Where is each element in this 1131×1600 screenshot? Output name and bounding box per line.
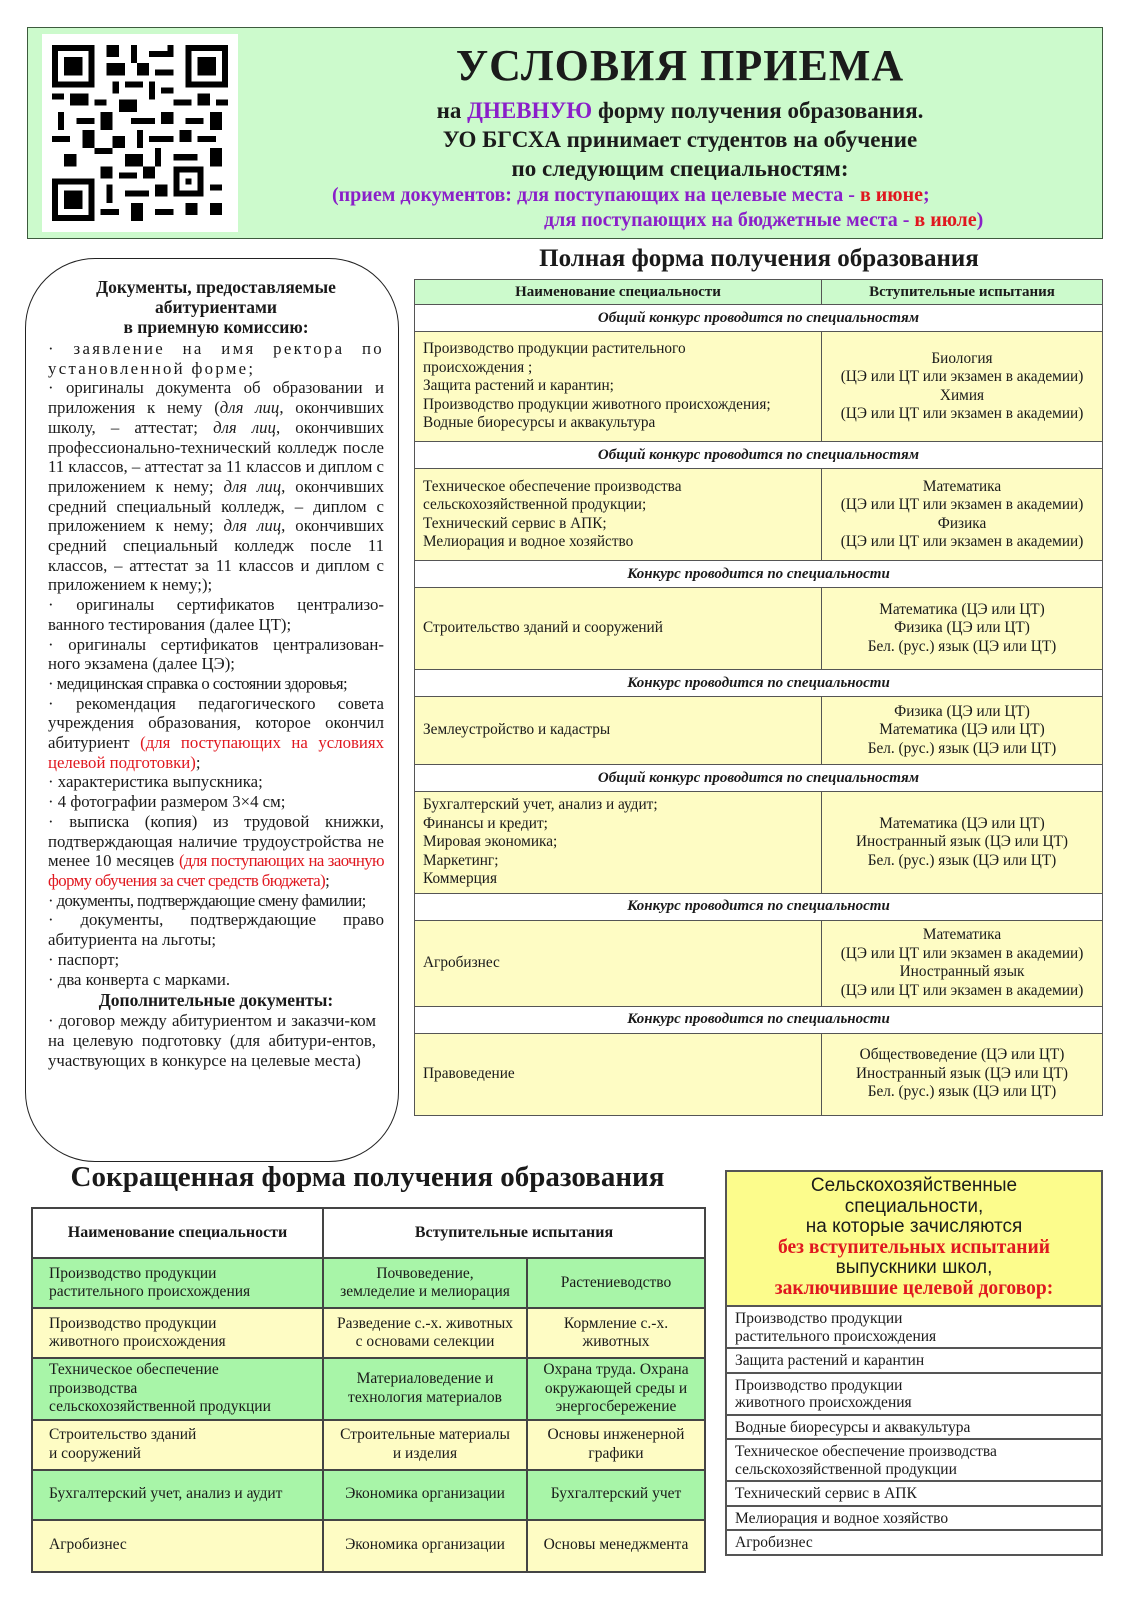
no-exam-header	[727, 1172, 1101, 1307]
text-line: Математика	[922, 926, 1002, 943]
text-line: Физика	[937, 514, 987, 532]
no-exam-line: на которые зачисляются	[805, 1216, 1023, 1237]
short-form-body	[32, 1258, 705, 1572]
document-item	[48, 378, 384, 595]
italic-text: для лиц	[219, 398, 280, 418]
header-banner	[27, 27, 1103, 239]
specialty-cell	[415, 792, 822, 894]
text-line: (ЦЭ или ЦТ или экзамен в академии)	[840, 981, 1084, 999]
qr-code-graphic	[52, 44, 228, 222]
text-line: Экономика организации	[345, 1536, 505, 1554]
header-line-2: УО БГСХА принимает студентов на обучение	[442, 127, 918, 152]
text-line: Техническое обеспечение производства	[49, 1361, 219, 1397]
text-line: Водные биоресурсы и аквакультура	[735, 1418, 971, 1436]
exams-cell	[822, 920, 1103, 1006]
text-line: растительного происхождения	[735, 1327, 937, 1345]
table-header-row	[32, 1208, 705, 1258]
document-item: · оригиналы сертификатов централизо-ванного тестирования (далее ЦТ);	[48, 595, 384, 634]
text-line: Технический сервис в АПК;	[423, 514, 607, 532]
exams-cell	[822, 588, 1103, 670]
exams-cell	[822, 697, 1103, 765]
daytime-highlight: ДНЕВНУЮ	[467, 98, 593, 123]
text-line: Агробизнес	[49, 1536, 127, 1554]
text-line: Иностранный язык (ЦЭ или ЦТ)	[855, 1064, 1068, 1082]
text-line: Бухгалтерский учет, анализ и аудит;	[423, 796, 658, 813]
text-line: Экономика организации	[345, 1485, 505, 1503]
no-exam-line: Сельскохозяйственные	[810, 1175, 1018, 1196]
text-line: Основы инженерной	[547, 1426, 685, 1443]
text-line: животного происхождения	[49, 1333, 226, 1350]
table-row	[32, 1470, 705, 1520]
text-line: Кормление с.-х.	[563, 1314, 669, 1332]
text-line: сельскохозяйственной продукции	[49, 1398, 271, 1415]
note-2-post: )	[976, 209, 984, 231]
text-line: Обществоведение (ЦЭ или ЦТ)	[859, 1046, 1065, 1064]
no-exam-specialty	[727, 1372, 1101, 1414]
exam-2-cell	[527, 1308, 705, 1358]
text-line: Производство продукции	[49, 1264, 217, 1282]
group-label-row	[415, 765, 1103, 792]
no-exam-specialty	[727, 1529, 1101, 1554]
no-exam-specialty	[727, 1438, 1101, 1480]
column-header-exams: Вступительные испытания	[822, 280, 1103, 305]
text-line: растительного происхождения	[49, 1283, 251, 1300]
text-line: Почвоведение,	[376, 1264, 474, 1282]
specialty-cell	[32, 1258, 323, 1308]
italic-text: для лиц	[223, 476, 282, 496]
text-line: Производство продукции	[49, 1314, 217, 1332]
group-label-row	[415, 305, 1103, 332]
text-line: Техническое обеспечение производства	[423, 477, 682, 495]
text-line: Математика (ЦЭ или ЦТ)	[879, 721, 1045, 739]
text-line: Мелиорация и водное хозяйство	[423, 533, 634, 550]
text: , окончивших средний специальный колледж после 11 классов, – аттестат за 11 классов и диплом с приложением к нему;);	[48, 516, 384, 595]
text-line: Производство продукции растительного	[423, 340, 686, 358]
full-form-body	[415, 305, 1103, 1116]
exam-2-cell	[527, 1520, 705, 1572]
specialty-cell	[415, 332, 822, 442]
additional-documents-title: Дополнительные документы:	[98, 990, 334, 1011]
text-line: Технический сервис в АПК	[735, 1485, 917, 1502]
specialty-cell	[415, 697, 822, 765]
header-line-1	[268, 96, 1092, 125]
table-header-row	[415, 280, 1103, 305]
document-item: · документы, подтверждающие смену фамилии;	[48, 890, 366, 910]
text-line: и изделия	[392, 1444, 458, 1462]
exam-1-cell	[323, 1470, 527, 1520]
text-line: Коммерция	[423, 870, 498, 887]
text-line: животных	[582, 1333, 650, 1350]
text-line: (ЦЭ или ЦТ или экзамен в академии)	[840, 944, 1084, 962]
documents-title	[48, 277, 384, 337]
no-exam-highlight: без вступительных испытаний	[777, 1236, 1051, 1258]
exams-cell	[822, 792, 1103, 894]
text: ;	[325, 870, 330, 890]
column-header-specialty: Наименование специальности	[32, 1208, 323, 1258]
note-1-post: ;	[922, 184, 930, 206]
documents-title-line: абитуриентами	[155, 297, 277, 317]
group-label: Конкурс проводится по специальности	[415, 1006, 1103, 1033]
text-line: Финансы и кредит;	[423, 814, 548, 832]
document-item: · заявление на имя ректора по установленной форме;	[48, 339, 384, 378]
text-line: Мелиорация и водное хозяйство	[735, 1509, 949, 1527]
text-line: (ЦЭ или ЦТ или экзамен в академии)	[840, 533, 1084, 550]
text-line: Математика (ЦЭ или ЦТ)	[879, 600, 1045, 618]
july-highlight: в июле	[914, 209, 977, 231]
text-line: Растениеводство	[560, 1273, 672, 1291]
red-note: (для поступающих на заочную форму обучения за счет средств бюджета)	[48, 851, 384, 890]
group-label-row	[415, 893, 1103, 920]
group-label: Общий конкурс проводится по специальностям	[415, 305, 1103, 332]
exams-cell	[822, 469, 1103, 561]
group-label: Конкурс проводится по специальности	[415, 561, 1103, 588]
no-exam-specialty	[727, 1307, 1101, 1347]
group-label-row	[415, 670, 1103, 697]
text-line: происхождения ;	[423, 358, 533, 376]
text-line: (ЦЭ или ЦТ или экзамен в академии)	[840, 405, 1084, 422]
exam-1-cell	[323, 1420, 527, 1470]
document-item	[48, 812, 384, 891]
text-line: Бухгалтерский учет, анализ и аудит	[49, 1485, 283, 1503]
header-text	[268, 36, 1092, 233]
text-line: Водные биоресурсы и аквакультура	[423, 414, 656, 432]
text-line: Материаловедение и	[356, 1370, 494, 1388]
table-row	[32, 1358, 705, 1420]
group-label: Общий конкурс проводится по специальностям	[415, 442, 1103, 469]
text-line: Математика	[922, 477, 1002, 495]
specialty-cell	[32, 1358, 323, 1420]
documents-title-line: в приемную комиссию:	[123, 317, 309, 337]
short-form-table	[31, 1207, 706, 1573]
italic-text: для лиц	[213, 417, 276, 437]
table-row	[415, 1033, 1103, 1115]
no-exam-specialty	[727, 1505, 1101, 1530]
text-line: технология материалов	[348, 1388, 502, 1406]
exams-cell	[822, 1033, 1103, 1115]
specialty-cell	[32, 1520, 323, 1572]
text-line: Бел. (рус.) язык (ЦЭ или ЦТ)	[867, 637, 1057, 655]
june-highlight: в июне	[859, 184, 923, 206]
exam-1-cell	[323, 1258, 527, 1308]
text-line: Мировая экономика;	[423, 833, 558, 850]
text-line: Производство продукции	[735, 1376, 903, 1394]
specialty-cell	[415, 588, 822, 670]
exam-1-cell	[323, 1358, 527, 1420]
no-exam-specialty	[727, 1414, 1101, 1439]
red-note: (для поступающих на условиях целевой подготовки)	[48, 733, 384, 772]
table-row	[415, 920, 1103, 1006]
text-line: Биология	[931, 349, 993, 367]
text-line: окружающей среды и	[544, 1379, 688, 1397]
document-item: · характеристика выпускника;	[48, 772, 263, 792]
text-line: Основы менеджмента	[543, 1536, 689, 1554]
text-line: Землеустройство и кадастры	[423, 721, 611, 739]
header-line-1-post: форму получения образования.	[592, 98, 924, 123]
table-row	[32, 1520, 705, 1572]
table-row	[415, 588, 1103, 670]
page-title: УСЛОВИЯ ПРИЕМА	[455, 41, 905, 90]
text-line: Агробизнес	[423, 953, 500, 971]
note-1-pre: (прием документов: для поступающих на целевые места -	[332, 184, 860, 206]
text-line: Агробизнес	[735, 1534, 813, 1551]
text-line: Бел. (рус.) язык (ЦЭ или ЦТ)	[867, 739, 1057, 757]
text-line: Бел. (рус.) язык (ЦЭ или ЦТ)	[867, 1083, 1057, 1101]
additional-document-item: · договор между абитуриентом и заказчи-ком на целевую подготовку (для абитури-ентов, участвующих в конкурсе на целевые места)	[48, 1011, 376, 1070]
text-line: (ЦЭ или ЦТ или экзамен в академии)	[840, 496, 1084, 513]
note-2-pre: для поступающих на бюджетные места -	[544, 209, 915, 231]
text-line: Бел. (рус.) язык (ЦЭ или ЦТ)	[867, 851, 1057, 869]
text: · рекомендация педагогического совета учреждения образования, которое окончил абитуриент	[48, 693, 384, 753]
specialty-cell	[415, 469, 822, 561]
document-item: · два конверта с марками.	[48, 969, 231, 989]
text-line: Математика (ЦЭ или ЦТ)	[879, 814, 1045, 832]
specialty-cell	[415, 920, 822, 1006]
text-line: Иностранный язык	[899, 963, 1025, 980]
document-item: · паспорт;	[48, 949, 120, 969]
text-line: Физика (ЦЭ или ЦТ)	[894, 619, 1030, 637]
exam-2-cell	[527, 1358, 705, 1420]
document-item: · документы, подтверждающие право абитуриента на льготы;	[48, 910, 384, 950]
text-line: Бухгалтерский учет	[550, 1485, 682, 1503]
text-line: и сооружений	[49, 1444, 141, 1462]
text-line: сельскохозяйственной продукции	[735, 1460, 957, 1478]
table-row	[415, 697, 1103, 765]
no-exam-highlight: заключившие целевой договор:	[774, 1277, 1054, 1299]
specialty-cell	[32, 1308, 323, 1358]
header-line-3: по следующим специальностям:	[511, 156, 849, 181]
text-line: Правоведение	[423, 1064, 515, 1082]
text-line: (ЦЭ или ЦТ или экзамен в академии)	[840, 368, 1084, 385]
group-label: Конкурс проводится по специальности	[415, 670, 1103, 697]
text-line: Техническое обеспечение производства	[735, 1443, 997, 1460]
short-form-title: Сокращенная форма получения образования	[70, 1161, 665, 1193]
document-item: · медицинская справка о состоянии здоровья;	[48, 673, 348, 693]
text-line: графики	[588, 1444, 644, 1462]
text-line: Физика (ЦЭ или ЦТ)	[894, 702, 1030, 720]
text-line: Маркетинг;	[423, 851, 499, 869]
exam-2-cell	[527, 1258, 705, 1308]
text: , окончивших средний специальный колледж, – диплом с приложением к нему;	[48, 476, 384, 536]
text-line: Охрана труда. Охрана	[543, 1361, 689, 1378]
group-label: Конкурс проводится по специальности	[415, 893, 1103, 920]
header-note-2	[268, 208, 1092, 233]
text-line: энергосбережение	[555, 1398, 677, 1415]
no-exam-specialty	[727, 1347, 1101, 1372]
header-note-1	[268, 183, 1092, 208]
table-row	[32, 1308, 705, 1358]
exam-1-cell	[323, 1520, 527, 1572]
group-label-row	[415, 442, 1103, 469]
no-exam-box	[725, 1170, 1103, 1556]
text-line: с основами селекции	[355, 1333, 495, 1350]
group-label-row	[415, 561, 1103, 588]
specialty-cell	[32, 1420, 323, 1470]
no-exam-line: выпускники школ,	[835, 1257, 993, 1278]
specialty-cell	[415, 1033, 822, 1115]
italic-text: для лиц	[223, 516, 282, 536]
text-line: Защита растений и карантин	[735, 1352, 925, 1369]
text-line: Строительство зданий	[49, 1426, 197, 1443]
text-line: Химия	[939, 386, 985, 404]
group-label-row	[415, 1006, 1103, 1033]
document-item: · 4 фотографии размером 3×4 см;	[48, 792, 286, 812]
text: , окончивших профессионально-технический колледж после 11 классов, – аттестат за 11 классов и диплом с приложением к нему;	[48, 417, 385, 496]
documents-panel	[25, 258, 399, 1162]
specialty-cell	[32, 1470, 323, 1520]
text-line: Строительные материалы	[340, 1426, 510, 1443]
text: · оригиналы документа об образовании и приложения к нему (	[48, 378, 384, 418]
text-line: Разведение с.-х. животных	[336, 1314, 514, 1332]
full-form-table	[414, 279, 1103, 1116]
document-item: · оригиналы сертификатов централизован-ного экзамена (далее ЦЭ);	[48, 634, 384, 674]
text-line: животного происхождения	[735, 1394, 912, 1411]
no-exam-specialty	[727, 1480, 1101, 1505]
table-row	[32, 1420, 705, 1470]
table-row	[415, 332, 1103, 442]
text: · выписка (копия) из трудовой книжки, подтверждающая наличие трудоустройства не менее 10 месяцев	[48, 811, 384, 871]
qr-code-icon[interactable]	[42, 34, 238, 232]
exam-2-cell	[527, 1420, 705, 1470]
text: ;	[195, 752, 201, 772]
text-line: Производство продукции	[735, 1310, 903, 1327]
text-line: Иностранный язык (ЦЭ или ЦТ)	[855, 833, 1068, 850]
text-line: земледелие и мелиорация	[340, 1283, 510, 1300]
exam-1-cell	[323, 1308, 527, 1358]
no-exam-line: специальности,	[844, 1195, 984, 1217]
table-row	[415, 792, 1103, 894]
header-line-1-pre: на	[436, 98, 468, 123]
exams-cell	[822, 332, 1103, 442]
text: , окончивших школу, – аттестат;	[48, 398, 385, 437]
group-label: Общий конкурс проводится по специальностям	[415, 765, 1103, 792]
document-item	[48, 694, 384, 773]
text-line: Производство продукции животного происхождения;	[423, 395, 771, 413]
text-line: Защита растений и карантин;	[423, 377, 614, 395]
table-row	[415, 469, 1103, 561]
documents-title-line: Документы, предоставляемые	[96, 277, 336, 297]
column-header-exams: Вступительные испытания	[323, 1208, 705, 1258]
column-header-specialty: Наименование специальности	[415, 280, 822, 305]
no-exam-list	[727, 1307, 1101, 1554]
text-line: сельскохозяйственной продукции;	[423, 496, 647, 513]
full-form-title: Полная форма получения образования	[539, 245, 979, 272]
table-row	[32, 1258, 705, 1308]
text-line: Строительство зданий и сооружений	[423, 619, 663, 637]
exam-2-cell	[527, 1470, 705, 1520]
